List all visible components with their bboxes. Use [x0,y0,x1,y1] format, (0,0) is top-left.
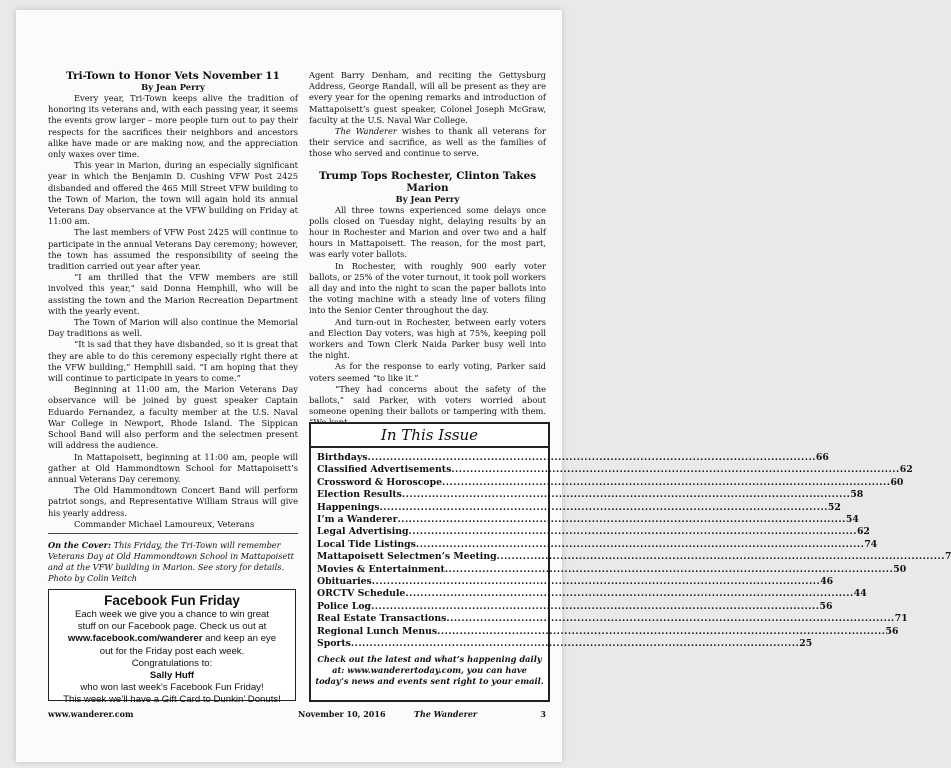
issue-item-page: 74 [864,538,878,550]
article-paragraph: “They had concerns about the safety of the ballots,” said Parker, with voters worried about someone opening their ballots or tampering with them. [309,383,546,417]
dot-leader: ........................................................................................................................ [451,464,900,476]
in-this-issue-title: In This Issue [311,424,548,448]
facebook-box-url-line [49,633,295,645]
issue-item-page: 46 [820,576,834,588]
publication-name-inline: The Wanderer [335,126,397,137]
dot-leader: ........................................................................................................................ [371,576,821,588]
footer-website[interactable]: www.wanderer.com [48,709,134,719]
issue-item-name: Classified Advertisements [317,464,452,476]
facebook-winner-name: Sally Huff [149,670,195,682]
article-paragraph: Every year, Tri-Town keeps alive the tradition of honoring its veterans and, with each passing year, it seems the events grow larger – more people turn out to pay their respects for the sacrifices their neighbors and ancestors alike have made or are making now, and the appreciation only waxes over time. [48,93,298,160]
issue-list-item [317,464,913,476]
facebook-url-link[interactable]: www.facebook.com/wanderer [67,633,203,645]
article-paragraph: In Mattapoisett, beginning at 11:00 am, people will gather at Old Hammondtown School for Mattapoisett’s annual Veterans Day ceremony. [48,451,298,484]
issue-list-item [317,538,878,551]
caption-lead: On the Cover: [48,539,112,550]
facebook-box-line: Each week we give you a chance to win great [74,609,270,620]
issue-item-page: 62 [899,464,913,476]
facebook-box-title: Facebook Fun Friday [104,593,240,608]
issue-item-page: 58 [850,489,864,501]
issue-list-item [317,551,951,563]
dot-leader: ........................................................................................................................ [350,638,800,650]
issue-item-page: 7 [945,551,951,563]
cover-caption [48,540,298,584]
dot-leader: ........................................................................................................................ [408,526,857,538]
dot-leader: ........................................................................................................................ [415,538,865,550]
footer-publication: The Wanderer [414,709,478,719]
article-paragraph: This year in Marion, during an especially significant year in which the Benjamin D. Cushing VFW Post 2425 disbanded and offered the 465 Mill Street VFW building to the Town of Marion, the town will again hold its annual Veterans Day observance at the VFW building on Friday at 11:00 am. [48,160,298,227]
facebook-box-line: Congratulations to: [131,657,213,669]
issue-item-name: Local Tide Listings [317,538,416,550]
article-continuation [309,126,546,160]
article-paragraph: And turn-out in Rochester, between early voters and Election Day voters, was high at 75%, keeping poll workers and Town Clerk Naida Parker busy well into the night. [309,316,546,361]
issue-item-page: 25 [799,638,813,650]
left-column [48,70,298,584]
footer-page-number: 3 [540,709,546,719]
facebook-box-line: who won last week’s Facebook Fun Friday! [80,682,264,694]
article-headline: Tri-Town to Honor Vets November 11 [66,70,280,82]
facebook-box-line: This week we’ll have a Gift Card to Dunkin’ Donuts! [63,694,281,706]
issue-item-name: Regional Lunch Menus [317,625,438,637]
issue-item-page: 60 [890,476,904,488]
issue-item-page: 62 [856,526,870,538]
issue-item-page: 56 [885,625,899,637]
dot-leader: ........................................................................................................................ [401,489,851,501]
issue-item-name: Crossword & Horoscope [317,476,443,488]
issue-item-name: Happenings [317,501,380,513]
issue-item-page: 52 [827,501,841,513]
article-paragraph: “It is sad that they have disbanded, so it is great that they are able to do this ceremony especially right there at the VFW building,” Hemphill said. “I am hoping that they will continue to participate in years to come.” [48,339,298,384]
article-paragraph: All three towns experienced some delays once polls closed on Tuesday night, delaying results by an hour in Rochester and Marion and over two and a half hours in Mattapoisett. The reason, for the most part, was early voter ballots. [309,204,546,260]
issue-item-name: Election Results [317,489,402,501]
issue-list-item [317,526,870,538]
article-paragraph: The Old Hammondtown Concert Band will perform patriot songs, and Representative William Straus will give his yearly address. [48,485,298,518]
issue-item-name: Birthdays [317,452,368,463]
dot-leader: ........................................................................................................................ [496,551,945,563]
dot-leader: ........................................................................................................................ [444,563,894,575]
issue-list-item [317,588,867,600]
facebook-fun-friday-box [48,589,296,706]
dot-leader: ........................................................................................................................ [446,613,895,625]
issue-list-item [317,638,813,650]
issue-list-item [317,613,908,625]
issue-item-page: 54 [845,514,859,526]
issue-item-page: 56 [819,600,833,612]
issue-list-item [317,625,899,638]
issue-item-name: Mattapoisett Selectmen’s Meeting [317,551,497,563]
issue-item-name: Movies & Entertainment [317,563,445,575]
dot-leader: ........................................................................................................................ [367,452,816,463]
article-paragraph: Commander Michael Lamoureux, Veterans [74,518,255,529]
article-headline: Trump Tops Rochester, Clinton Takes Marion [318,169,537,194]
continuation-rest: wishes to thank all veterans for their service and sacrifice, as well as the families of those who served and continue to serve. [309,126,546,159]
issue-list-item [317,600,833,613]
article-paragraph: In Rochester, with roughly 900 early voter ballots, or 25% of the voter turnout, it took poll workers all day and into the night to scan the paper ballots into the voting machine with a steady line of voters filing into the Senior Center throughout the day. [309,260,546,316]
issue-list-item [317,514,859,526]
issue-item-name: Real Estate Transactions [317,613,447,625]
issue-list-item [317,563,907,576]
footer-date: November 10, 2016 [298,709,386,719]
dot-leader: ........................................................................................................................ [397,514,846,526]
dot-leader: ........................................................................................................................ [379,501,828,513]
issue-item-name: ORCTV Schedule [317,588,406,600]
dot-leader: ........................................................................................................................ [371,600,820,612]
caption-text: This Friday, the Tri-Town will remember Veterans Day at Old Hammondtown School in Mattapoisett and at the VFW building in Marion. See story for details. Photo by Colin Veitch [48,539,294,583]
facebook-box-line: and keep an eye [202,633,277,645]
issue-item-name: I’m a Wanderer [317,514,398,526]
issue-item-name: Obituaries [317,576,372,588]
in-this-issue-list [311,448,951,651]
issue-list-item [317,452,829,464]
in-this-issue-footer: Check out the latest and what’s happening daily at: www.wanderertoday.com, you can have today’s news and events sent right to your email. [315,653,544,686]
dot-leader: ........................................................................................................................ [437,625,886,637]
issue-list-item [317,476,904,489]
article-paragraph: The last members of VFW Post 2425 will continue to participate in the annual Veterans Day ceremony; however, the town has assumed the responsibility of seeing the tradition carried out year after year. [48,227,298,272]
issue-list-item [317,576,834,588]
article-paragraph: The Town of Marion will also continue the Memorial Day traditions as well. [48,317,298,339]
facebook-box-line: out for the Friday post each week. [99,645,245,657]
issue-item-name: Sports [317,638,351,650]
newspaper-page [16,10,951,762]
divider [48,533,298,534]
dot-leader: ........................................................................................................................ [442,476,891,488]
article-paragraph: As for the response to early voting, Parker said voters seemed “to like it.” [309,361,546,383]
issue-item-page: 44 [853,588,867,600]
article-paragraph: Beginning at 11:00 am, the Marion Veterans Day observance will be joined by guest speaker Captain Eduardo Fernandez, a faculty member at the U.S. Naval War College in Newport, Rhode Island. The Sippican School Band will also perform and the selectmen present will address the audience. [48,384,298,451]
in-this-issue-box [309,422,951,702]
issue-item-page: 71 [894,613,908,625]
issue-item-name: Legal Advertising [317,526,409,538]
issue-item-page: 50 [893,563,907,575]
issue-item-name: Police Log [317,600,372,612]
article-continuation: Agent Barry Denham, and reciting the Gettysburg Address, George Randall, will all be present as they are every year for the opening remarks and introduction of Mattapoisett’s guest speaker, Colonel Joseph McGraw, faculty at the U.S. Naval War College. [309,70,546,125]
dot-leader: ........................................................................................................................ [405,588,854,600]
article-byline: By Jean Perry [141,82,205,92]
article-byline: By Jean Perry [395,193,460,204]
right-column [309,70,546,429]
issue-list-item [317,501,841,514]
issue-item-page: 66 [815,452,829,463]
issue-list-item [317,489,864,501]
facebook-box-line: stuff on our Facebook page. Check us out at [77,621,267,633]
article-paragraph: “I am thrilled that the VFW members are still involved this year,” said Donna Hemphill, who will be assisting the town and the Marion Recreation Department with the yearly event. [48,272,298,316]
